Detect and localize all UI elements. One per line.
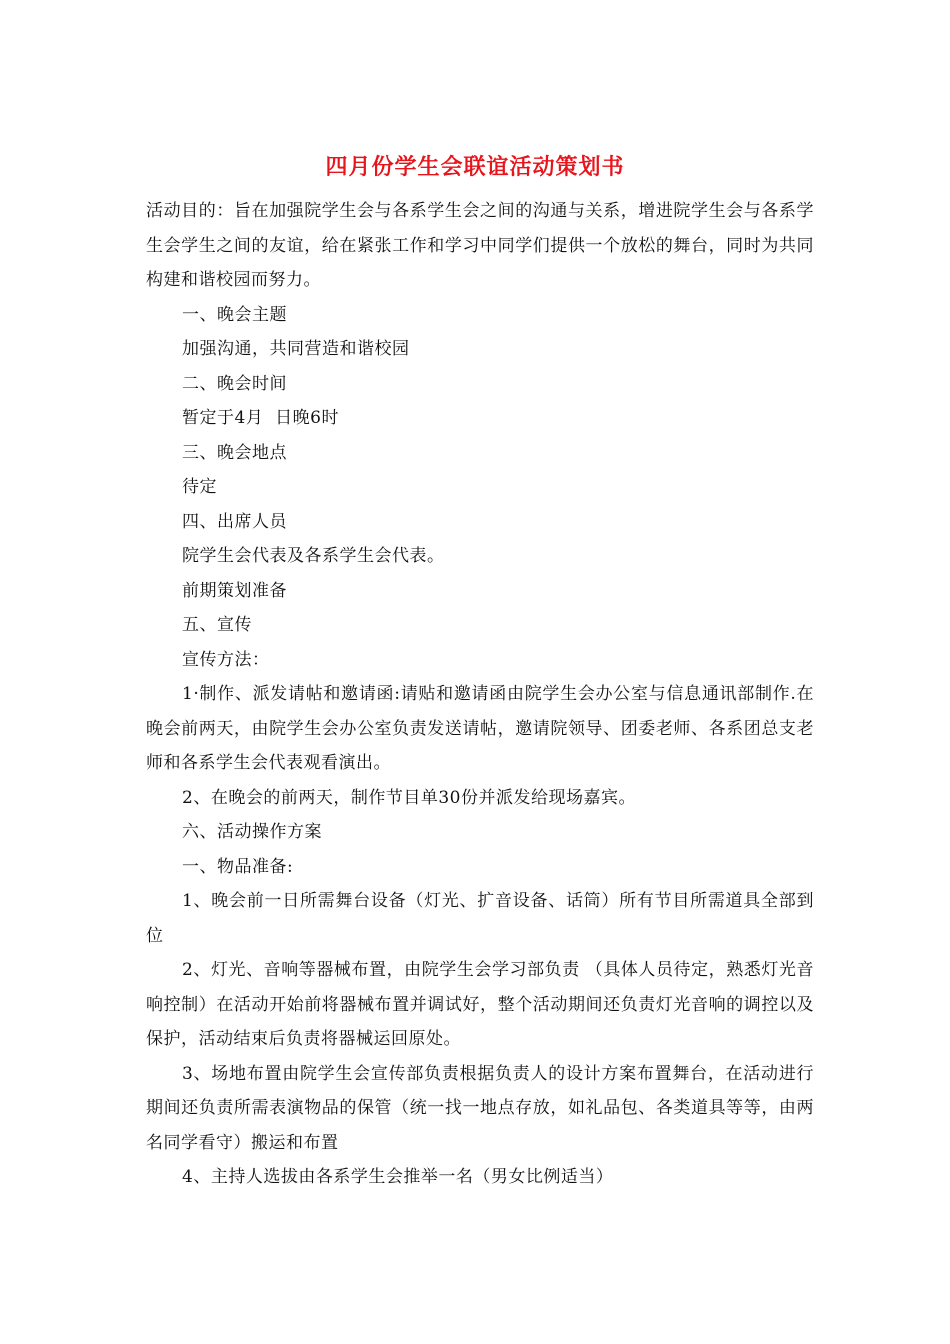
heading-time: 二、晚会时间	[182, 373, 287, 394]
heading-preparation: 前期策划准备	[182, 580, 287, 601]
heading-publicity-method: 宣传方法：	[182, 649, 270, 670]
paragraph-location: 待定	[182, 477, 217, 497]
heading-theme: 一、晚会主题	[182, 304, 287, 325]
paragraph-materials-2: 2、灯光、音响等器械布置，由院学生会学习部负责 （具体人员待定，熟悉灯光音响控制）在活动开始前将器械布置并调试好，整个活动期间还负责灯光音响的调控以及保护，活动结束后负责将器械运回原处。	[146, 960, 814, 1049]
heading-operation-plan: 六、活动操作方案	[182, 822, 322, 842]
paragraph-materials-3: 3、场地布置由院学生会宣传部负责根据负责人的设计方案布置舞台，在活动进行期间还负责所需表演物品的保管（统一找一地点存放，如礼品包、各类道具等等，由两名同学看守）搬运和布置	[146, 1063, 814, 1153]
document-body	[146, 194, 814, 1195]
paragraph-purpose: 活动目的：旨在加强院学生会与各系学生会之间的沟通与关系，增进院学生会与各系学生会学生之间的友谊，给在紧张工作和学习中同学们提供一个放松的舞台，同时为共同构建和谐校园而努力。	[146, 201, 814, 290]
paragraph-time: 暂定于4月 日晚6时	[182, 408, 339, 428]
paragraph-materials-4: 4、主持人选拔由各系学生会推举一名（男女比例适当）	[182, 1167, 614, 1187]
heading-location: 三、晚会地点	[182, 442, 287, 463]
paragraph-theme: 加强沟通，共同营造和谐校园	[182, 339, 410, 359]
paragraph-attendees: 院学生会代表及各系学生会代表。	[182, 546, 445, 566]
heading-attendees: 四、出席人员	[182, 511, 287, 532]
heading-materials: 一、物品准备:	[182, 856, 294, 877]
heading-publicity: 五、宣传	[182, 615, 252, 635]
paragraph-publicity-2: 2、在晚会的前两天，制作节目单30份并派发给现场嘉宾。	[182, 787, 636, 808]
document-title: 四月份学生会联谊活动策划书	[325, 154, 625, 180]
paragraph-materials-1: 1、晚会前一日所需舞台设备（灯光、扩音设备、话筒）所有节目所需道具全部到位	[146, 891, 814, 946]
paragraph-publicity-1: 1·制作、派发请帖和邀请函:请贴和邀请函由院学生会办公室与信息通讯部制作.在晚会前两天，由院学生会办公室负责发送请帖，邀请院领导、团委老师、各系团总支老师和各系学生会代表观看演出。	[146, 684, 814, 773]
